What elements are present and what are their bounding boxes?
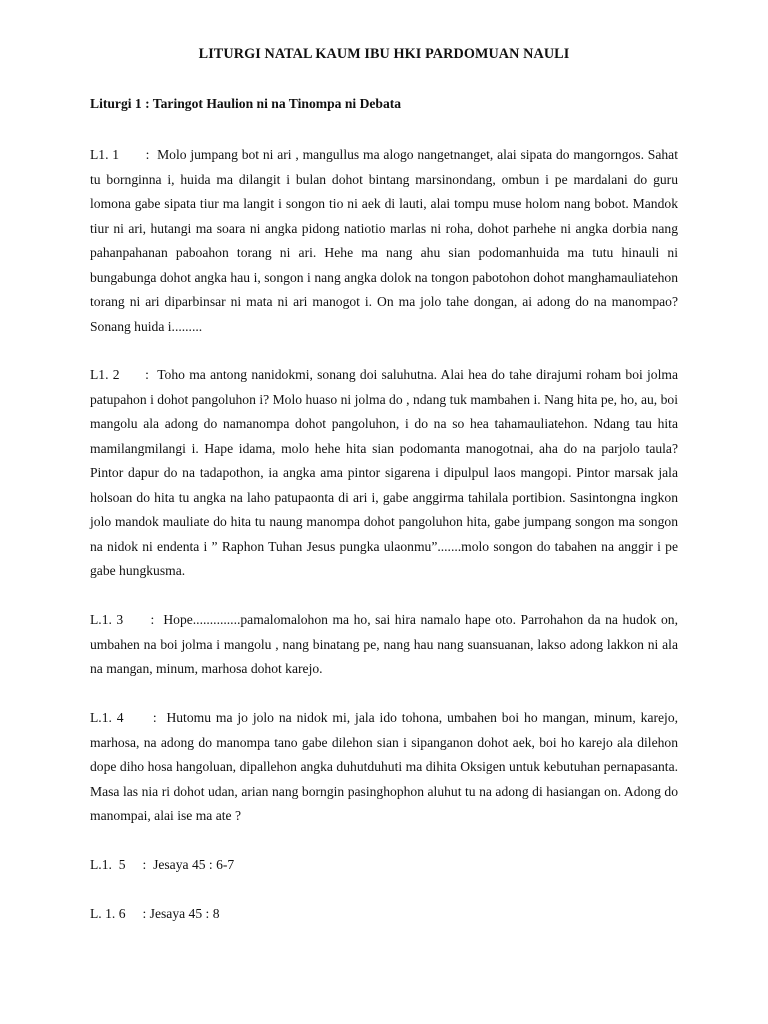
paragraph-l1-4 (90, 706, 678, 829)
paragraph-text: Molo jumpang bot ni ari , mangullus ma alogo nangetnanget, alai sipata do mangorngos. Sahat tu bornginna i, huida ma dilangit i bulan dohot bintang marsinondang, ombun i pe mardalani do guru lomona gabe sipata tiur ma langit i songon tio ni aek di lauti, alai tompu muse holom nang bobot. Mandok tiur ni ari, hutangi ma soara ni angka pidong natiotio marlas ni roha, dohot parhehe ni angka dorbia nang pahanpahanan paboahon torang ni ari. Hehe ma nang ahu sian podomanhuida ma tutu hinauli ni bungabunga dohot angka hau i, songon i nang angka dolok na tongon pabotohon dohot manghamauliatehon torang ni ari diparbinsar ni mata ni ari manogot i. On ma jolo tahe dongan, ai adong do na manompao? Sonang huida i......... (90, 147, 678, 334)
paragraph-l1-2 (90, 363, 678, 584)
paragraph-label: L.1. 4 : (90, 710, 167, 725)
paragraph-l1-1 (90, 143, 678, 339)
paragraph-l1-5 (90, 853, 678, 878)
paragraph-text: Jesaya 45 : 8 (149, 906, 220, 921)
paragraph-label: L.1. 3 : (90, 612, 164, 627)
paragraph-text: Hutomu ma jo jolo na nidok mi, jala ido tohona, umbahen boi ho mangan, minum, karejo, marhosa, na adong do manompa tano gabe dilehon sian i sipanganon dohot aek, boi ho karejo ala dilehon dope diho hosa hangoluan, dipallehon angka duhutduhuti ma dihita Oksigen untuk kebutuhan pernapasanta. Masa las nia ri dohot udan, arian nang borngin pasinghophon aluhut tu na adong di hasiangan on. Adong do manompai, alai ise ma ate ? (90, 710, 679, 823)
paragraph-text: Toho ma antong nanidokmi, sonang doi saluhutna. Alai hea do tahe dirajumi roham boi jolma patupahon i dohot pangoluhon i? Molo huaso ni jolma do , ndang tuk mambahen i. Nang hita pe, ho, au, boi mangolu ala adong do namanompa dohot pangoluhon, i do na so hea tahamauliatehon. Ndang tau hita mamilangmilangi i. Hape idama, molo hehe hita sian podomanta manogotnai, aha do na parjolo taula? Pintor dapur do na tadapothon, ia angka ama pintor sigarena i dipulpul laos mangopi. Pintor marsak jala holsoan do hita tu angka na laho patupaonta di ari i, gabe anggirma tahilala portibion. Sasintongna ingkon jolo mandok mauliate do hita tu naung manompa dohot pangoluhon hita, gabe jumpang songon ma songon na nidok ni endenta i ” Raphon Tuhan Jesus pungka ulaonmu”.......molo songon do tabahen na anggir i pe gabe hungkusma. (90, 367, 678, 578)
paragraph-label: L1. 1 : (90, 147, 158, 162)
paragraph-label: L1. 2 : (90, 367, 158, 382)
paragraph-l1-3 (90, 608, 678, 682)
paragraph-label: L.1. 5 : (90, 857, 154, 872)
document-title: LITURGI NATAL KAUM IBU HKI PARDOMUAN NAULI (198, 46, 570, 62)
paragraph-label: L. 1. 6 : (90, 906, 150, 921)
paragraph-l1-6 (90, 902, 678, 927)
liturgy-subtitle: Liturgi 1 : Taringot Haulion ni na Tinompa ni Debata (90, 96, 402, 111)
paragraph-text: Hope..............pamalomalohon ma ho, sai hira namalo hape oto. Parrohahon da na hudok on, umbahen na boi jolma i mangolu , nang binatang pe, nang hau nang suansuanan, lakso adong lakkon ni ala na mangan, minum, marhosa dohot karejo. (90, 612, 679, 676)
document-page (90, 0, 678, 1024)
paragraph-text: Jesaya 45 : 6-7 (153, 857, 235, 872)
